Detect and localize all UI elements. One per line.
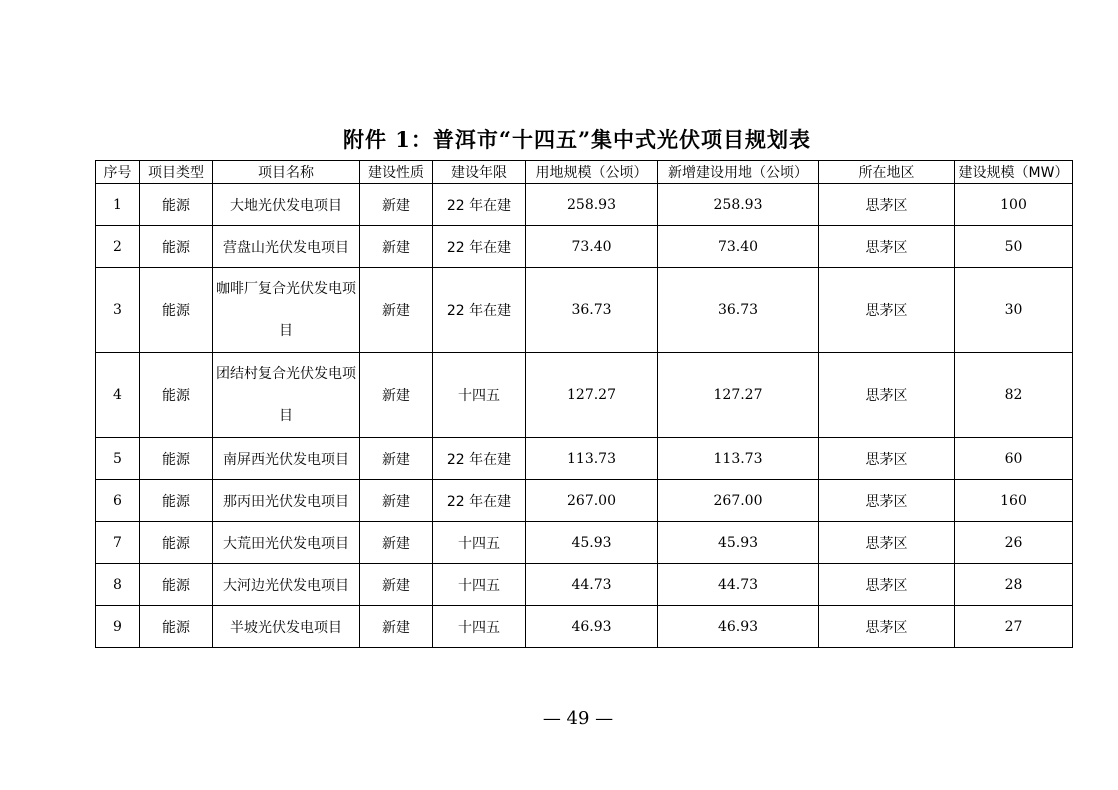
table-cell: 113.73 — [526, 438, 658, 480]
table-cell: 能源 — [140, 480, 213, 522]
table-cell: 思茅区 — [819, 268, 955, 353]
table-cell: 大河边光伏发电项目 — [213, 564, 360, 606]
table-cell: 5 — [96, 438, 140, 480]
table-cell: 十四五 — [433, 353, 526, 438]
table-row — [96, 353, 1073, 438]
table-cell: 267.00 — [658, 480, 819, 522]
table-cell: 22 年在建 — [433, 184, 526, 226]
table-row — [96, 480, 1073, 522]
table-cell: 46.93 — [526, 606, 658, 648]
table-cell: 7 — [96, 522, 140, 564]
table-cell: 南屏西光伏发电项目 — [213, 438, 360, 480]
table-row — [96, 606, 1073, 648]
table-cell: 能源 — [140, 226, 213, 268]
table-cell: 36.73 — [658, 268, 819, 353]
table-cell: 能源 — [140, 353, 213, 438]
table-cell: 82 — [955, 353, 1073, 438]
table-cell: 44.73 — [658, 564, 819, 606]
project-table — [95, 160, 1073, 648]
table-cell: 26 — [955, 522, 1073, 564]
header-cell: 项目名称 — [213, 161, 360, 184]
table-cell: 28 — [955, 564, 1073, 606]
table-cell: 能源 — [140, 606, 213, 648]
table-cell: 能源 — [140, 522, 213, 564]
table-cell: 9 — [96, 606, 140, 648]
table-cell: 十四五 — [433, 606, 526, 648]
table-cell: 新建 — [360, 184, 433, 226]
table-cell: 73.40 — [658, 226, 819, 268]
table-cell: 36.73 — [526, 268, 658, 353]
table-cell: 半坡光伏发电项目 — [213, 606, 360, 648]
table-cell: 能源 — [140, 438, 213, 480]
table-cell: 45.93 — [658, 522, 819, 564]
table-cell: 那丙田光伏发电项目 — [213, 480, 360, 522]
table-cell: 50 — [955, 226, 1073, 268]
table-cell: 2 — [96, 226, 140, 268]
header-cell: 序号 — [96, 161, 140, 184]
table-cell: 3 — [96, 268, 140, 353]
table-row — [96, 564, 1073, 606]
header-cell: 建设规模（MW） — [955, 161, 1073, 184]
table-cell: 45.93 — [526, 522, 658, 564]
table-cell: 思茅区 — [819, 564, 955, 606]
table-cell: 大地光伏发电项目 — [213, 184, 360, 226]
header-cell: 新增建设用地（公顷） — [658, 161, 819, 184]
table-cell: 思茅区 — [819, 606, 955, 648]
table-cell: 能源 — [140, 184, 213, 226]
table-cell: 思茅区 — [819, 522, 955, 564]
table-cell: 6 — [96, 480, 140, 522]
table-cell: 8 — [96, 564, 140, 606]
table-row — [96, 184, 1073, 226]
table-cell: 十四五 — [433, 564, 526, 606]
table-cell: 新建 — [360, 606, 433, 648]
table-cell: 1 — [96, 184, 140, 226]
header-cell: 建设性质 — [360, 161, 433, 184]
table-cell: 30 — [955, 268, 1073, 353]
table-cell: 思茅区 — [819, 184, 955, 226]
table-cell: 22 年在建 — [433, 226, 526, 268]
table-cell: 27 — [955, 606, 1073, 648]
header-cell: 项目类型 — [140, 161, 213, 184]
table-cell: 267.00 — [526, 480, 658, 522]
table-cell: 新建 — [360, 522, 433, 564]
table-cell: 大荒田光伏发电项目 — [213, 522, 360, 564]
table-cell: 思茅区 — [819, 226, 955, 268]
header-cell: 所在地区 — [819, 161, 955, 184]
table-row — [96, 438, 1073, 480]
table-row — [96, 522, 1073, 564]
table-cell: 新建 — [360, 268, 433, 353]
table-cell: 258.93 — [658, 184, 819, 226]
table-cell: 44.73 — [526, 564, 658, 606]
table-cell: 新建 — [360, 438, 433, 480]
table-cell: 258.93 — [526, 184, 658, 226]
table-cell: 新建 — [360, 480, 433, 522]
table-cell: 新建 — [360, 353, 433, 438]
table-cell: 60 — [955, 438, 1073, 480]
table-cell: 新建 — [360, 564, 433, 606]
table-cell: 能源 — [140, 268, 213, 353]
table-cell: 22 年在建 — [433, 438, 526, 480]
table-row — [96, 268, 1073, 353]
table-cell: 思茅区 — [819, 438, 955, 480]
header-cell: 用地规模（公顷） — [526, 161, 658, 184]
table-cell: 100 — [955, 184, 1073, 226]
table-cell: 127.27 — [658, 353, 819, 438]
table-cell: 新建 — [360, 226, 433, 268]
table-cell: 4 — [96, 353, 140, 438]
document-title: 附件 1：普洱市“十四五”集中式光伏项目规划表 — [342, 127, 812, 152]
table-cell: 127.27 — [526, 353, 658, 438]
table-row — [96, 226, 1073, 268]
header-cell: 建设年限 — [433, 161, 526, 184]
page-number: — 49 — — [542, 708, 614, 729]
table-cell: 73.40 — [526, 226, 658, 268]
table-cell: 团结村复合光伏发电项目 — [213, 353, 360, 438]
table-cell: 22 年在建 — [433, 480, 526, 522]
table-cell: 咖啡厂复合光伏发电项目 — [213, 268, 360, 353]
table-header-row — [96, 161, 1073, 184]
table-cell: 113.73 — [658, 438, 819, 480]
table-cell: 能源 — [140, 564, 213, 606]
table-cell: 22 年在建 — [433, 268, 526, 353]
table-cell: 营盘山光伏发电项目 — [213, 226, 360, 268]
table-cell: 思茅区 — [819, 480, 955, 522]
table-cell: 思茅区 — [819, 353, 955, 438]
table-cell: 十四五 — [433, 522, 526, 564]
table-cell: 46.93 — [658, 606, 819, 648]
table-cell: 160 — [955, 480, 1073, 522]
